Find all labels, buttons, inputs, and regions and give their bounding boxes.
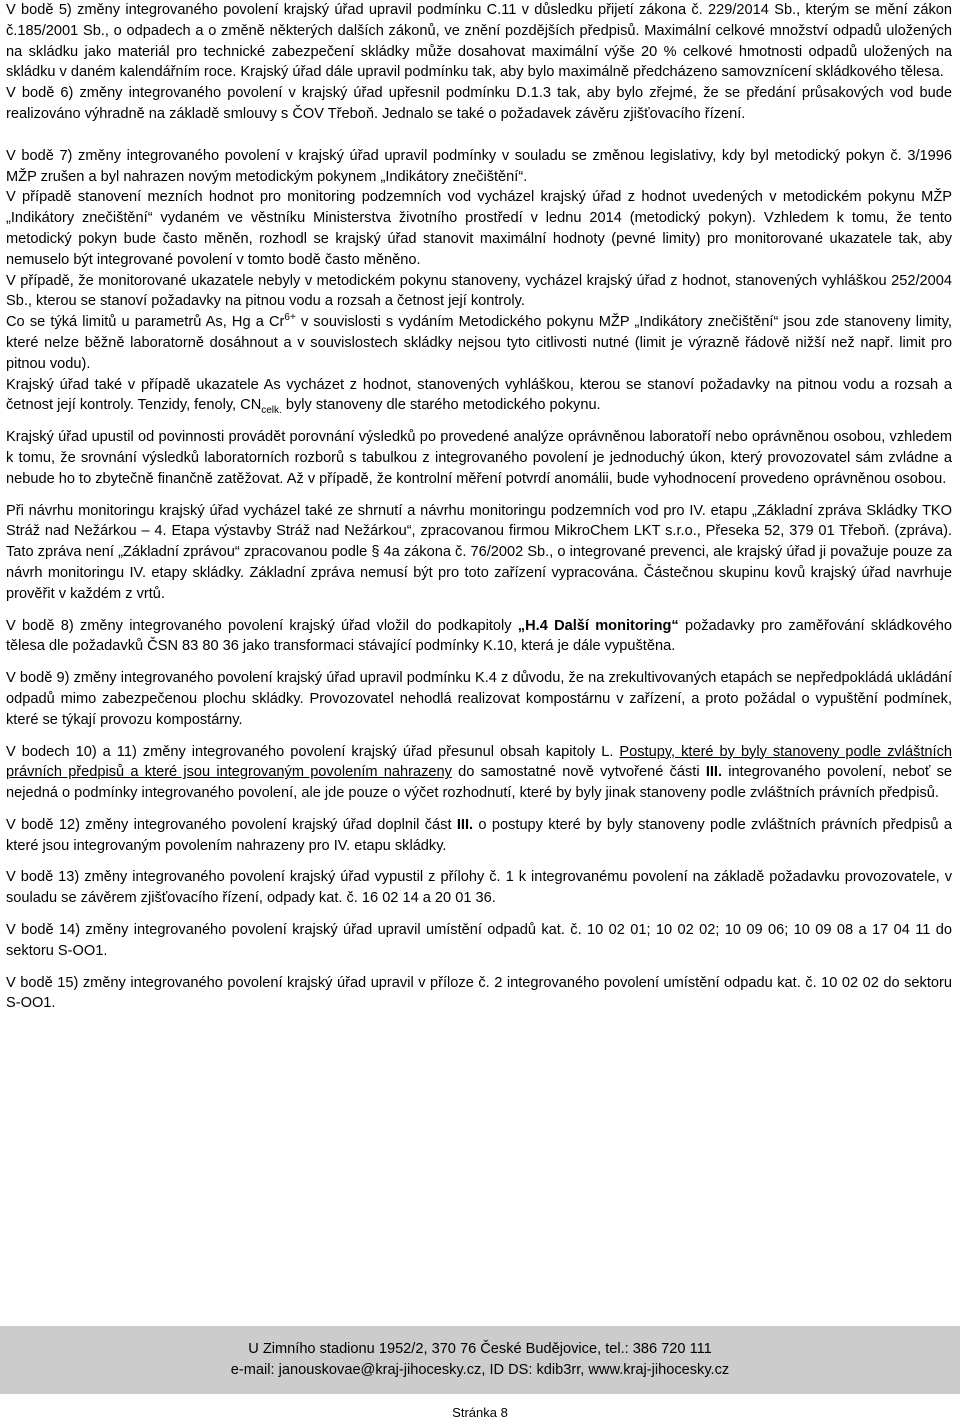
paragraph-mezni-hodnoty: V případě stanovení mezních hodnot pro monitoring podzemních vod vycházel krajský úřad z hodnot uvedených v metodickém pokynu MŽP „Indikátory znečištění“ vydaném ve věstníku Ministerstva životního prostředí v lednu 2014 (metodický pokyn). Vzhledem k tomu, že tento metodický pokyn bude často měněn, rozhodl se krajský úřad stanovit maximální hodnoty (pevné limity) pro monitorované ukazatele tak, aby nemuselo být integrované povolení v tomto bodě často měněno.	[6, 189, 952, 268]
footer-contact: e-mail: janouskovae@kraj-jihocesky.cz, ID DS: kdib3rr, www.kraj-jihocesky.cz	[230, 1362, 730, 1378]
bod-10-bold: III.	[705, 764, 723, 781]
paragraph-limity	[6, 312, 952, 374]
paragraph-navrh-monitoringu: Při návrhu monitoringu krajský úřad vycházel také ze shrnutí a návrhu monitoringu podzemních vod pro IV. etapu „Základní zpráva Skládky TKO Stráž nad Nežárkou – 4. Etapa výstavby Stráž nad Nežárkou“, zpracovanou firmou MikroChem LKT s.r.o., Přeseka 52, 379 01 Třeboň. (zpráva). Tato zpráva není „Základní zprávou“ zpracovanou podle § 4a zákona č. 76/2002 Sb., o integrované prevenci, ale krajský úřad ji považuje pouze za návrh monitoringu IV. etapy skládky. Základní zpráva nemusí být pro toto zařízení vypracována. Částečnou skupinu kovů krajský úřad navrhuje prověřit v každém z vrtů.	[6, 502, 952, 602]
paragraph-bod-8	[6, 616, 952, 658]
document-body	[6, 0, 952, 1014]
bod-8-text-b: požadavky pro zaměřování skládkového tělesa dle požadavků ČSN 83 80 36 jako transformaci stávající podmínky K.10, která je dále vypuštěna.	[6, 617, 952, 655]
paragraph-bod-13: V bodě 13) změny integrovaného povolení krajský úřad vypustil z přílohy č. 1 k integrovanému povolení na základě požadavku provozovatele, v souladu se závěrem zjišťovacího řízení, odpady kat. č. 16 02 14 a 20 01 36.	[6, 869, 952, 907]
paragraph-bod-14: V bodě 14) změny integrovaného povolení krajský úřad upravil umístění odpadů kat. č. 10 02 01; 10 02 02; 10 09 06; 10 09 08 a 17 04 11 do sektoru S-OO1.	[6, 922, 952, 959]
chromium-superscript: 6+	[284, 312, 296, 324]
bod-10-text-c: integrovaného povolení, neboť se nejedná o podmínky integrovaného povolení, ale jde pouze o výčet rozhodnutí, které by byly jinak stanoveny podle zvláštních právních předpisů.	[6, 764, 952, 802]
cn-subscript: celk.	[261, 405, 282, 417]
page-number: Stránka 8	[452, 1405, 508, 1420]
paragraph-bod-10-11	[6, 742, 952, 804]
bod-12-text-b: o postupy které by byly stanoveny podle zvláštních právních předpisů a které jsou integrovaným povolením nahrazeny pro IV. etapu skládky.	[6, 816, 952, 854]
bod-10-text-b: do samostatné nově vytvořené části	[451, 764, 706, 781]
ukazatel-text-a: Krajský úřad také v případě ukazatele As vycházet z hodnot, stanovených vyhláškou, kterou se stanoví požadavky na pitnou vodu a rozsah a četnost její kontroly. Tenzidy, fenoly, CN	[6, 376, 952, 414]
paragraph-vyhlaska: V případě, že monitorované ukazatele nebyly v metodickém pokynu stanoveny, vycházel krajský úřad z hodnot, stanovených vyhláškou 252/2004 Sb., kterou se stanoví požadavky na pitnou vodu a rozsah a četnost její kontroly.	[6, 272, 952, 310]
bod-12-bold: III.	[456, 816, 474, 833]
footer-address: U Zimního stadionu 1952/2, 370 76 České Budějovice, tel.: 386 720 111	[248, 1341, 712, 1357]
bod-10-underlined: Postupy, které by byly stanoveny podle zvláštních právních předpisů a které jsou integrovaným povolením nahrazeny	[6, 743, 952, 781]
paragraph-ukazatel-as	[6, 375, 952, 417]
limity-text-a: Co se týká limitů u parametrů As, Hg a Cr	[6, 314, 285, 331]
paragraph-bod-6: V bodě 6) změny integrovaného povolení v krajský úřad upřesnil podmínku D.1.3 tak, aby bylo zřejmé, že se předání průsakových vod bude realizováno výhradně na základě smlouvy s ČOV Třeboň. Jednalo se také o požadavek závěru zjišťovacího řízení.	[6, 85, 952, 122]
paragraph-bod-9: V bodě 9) změny integrovaného povolení krajský úřad upravil podmínku K.4 z důvodu, že na zrekultivovaných etapách se nepředpokládá ukládání odpadů mimo zabezpečenou plochu skládky. Provozovatel nehodlá realizovat kompostárnu v zařízení, a proto požádal o vypuštění podmínek, které se týkají provozu kompostárny.	[6, 670, 952, 728]
bod-8-bold: „H.4 Další monitoring“	[517, 617, 679, 634]
bod-10-text-a: V bodech 10) a 11) změny integrovaného povolení krajský úřad přesunul obsah kapitoly L.	[6, 743, 620, 760]
ukazatel-text-b: byly stanoveny dle starého metodického pokynu.	[281, 397, 601, 414]
paragraph-bod-12	[6, 815, 952, 857]
paragraph-bod-7: V bodě 7) změny integrovaného povolení v krajský úřad upravil podmínky v souladu se změnou legislativy, kdy byl metodický pokyn č. 3/1996 MŽP zrušen a byl nahrazen novým metodickým pokynem „Indikátory znečištění“.	[6, 147, 952, 185]
page-footer	[0, 1326, 960, 1394]
paragraph-bod-15: V bodě 15) změny integrovaného povolení krajský úřad upravil v příloze č. 2 integrovaného povolení umístění odpadu kat. č. 10 02 02 do sektoru S-OO1.	[6, 974, 952, 1012]
paragraph-porovnani: Krajský úřad upustil od povinnosti provádět porovnání výsledků po provedené analýze oprávněnou laboratoří nebo oprávněnou osobou, vzhledem k tomu, že srovnání výsledků laboratorních rozborů s tabulkou z integrovaného povolení je jednoduchý úkon, který provozovatel sám zvládne a nebude ho to zbytečně finančně zatěžovat. Až v případě, že kontrolní měření potvrdí anomálii, bude vyhodnocení provedeno oprávněnou osobou.	[6, 429, 952, 487]
paragraph-bod-5: V bodě 5) změny integrovaného povolení krajský úřad upravil podmínku C.11 v důsledku přijetí zákona č. 229/2014 Sb., kterým se mění zákon č.185/2001 Sb., o odpadech a o změně některých dalších zákonů, ve znění pozdějších předpisů. Maximální celkové množství odpadů uložených na skládku jako materiál pro technické zabezpečení skládky může dosahovat maximální výše 20 % celkové hmotnosti odpadů uložených na skládku v daném kalendářním roce. Krajský úřad dále upravil podmínku tak, aby bylo maximálně předcházeno samovznícení skládkového tělesa.	[6, 2, 952, 81]
bod-12-text-a: V bodě 12) změny integrovaného povolení krajský úřad doplnil část	[6, 816, 457, 833]
bod-8-text-a: V bodě 8) změny integrovaného povolení krajský úřad vložil do podkapitoly	[6, 617, 518, 634]
limity-text-b: v souvislosti s vydáním Metodického pokynu MŽP „Indikátory znečištění“ jsou zde stanoveny limity, které nelze běžně laboratorně dosáhnout a v souvislostech skládky nejsou tyto citlivosti nutné (limit je výrazně řádově nižší než např. limit pro pitnou vodu).	[6, 314, 952, 372]
